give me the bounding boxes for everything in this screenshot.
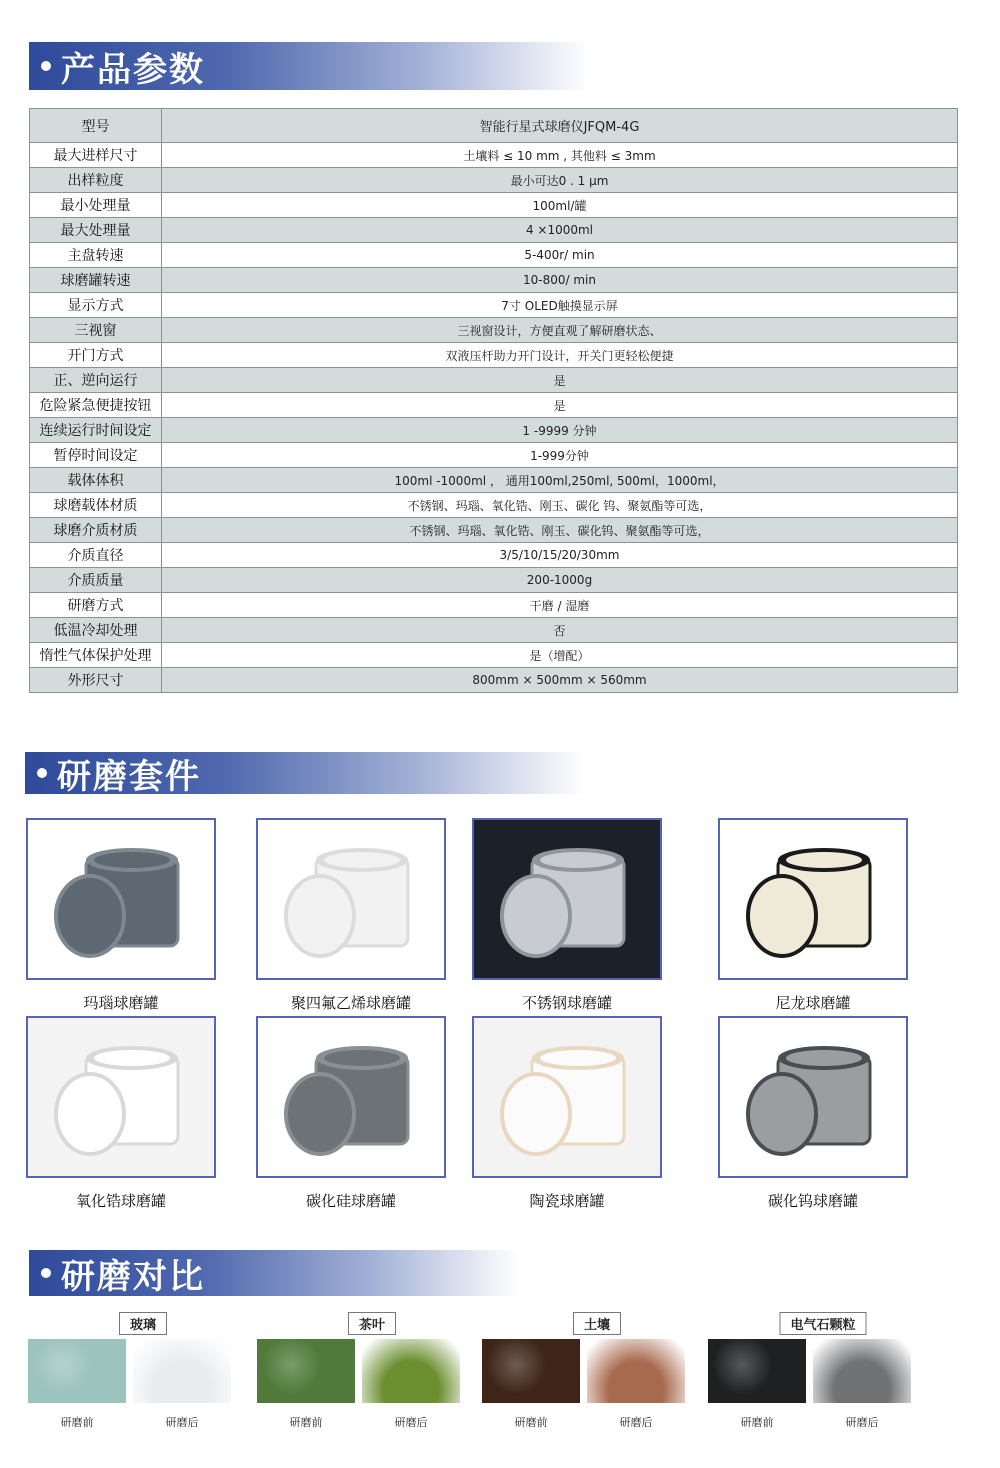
kit-card (256, 818, 446, 1013)
table-row (30, 643, 958, 668)
after-image (133, 1339, 231, 1403)
before-caption: 研磨前 (740, 1416, 774, 1429)
section-title: 研磨套件 (57, 756, 201, 797)
compare-group (708, 1312, 938, 1432)
kit-card (26, 1016, 216, 1211)
kit-card (472, 818, 662, 1013)
kit-caption: 氧化锆球磨罐 (75, 1192, 166, 1210)
table-cell-value: 200-1000g (162, 568, 958, 593)
table-row (30, 393, 958, 418)
kit-caption: 不锈钢球磨罐 (521, 994, 612, 1012)
table-cell-value: 3/5/10/15/20/30mm (162, 543, 958, 568)
nylon-jar-icon (718, 818, 908, 980)
table-cell-value: 不锈钢、玛瑙、氧化锆、刚玉、碳化 钨、聚氨酯等可选， (162, 493, 958, 518)
table-row (30, 318, 958, 343)
compare-label: 玻璃 (119, 1312, 167, 1335)
compare-group (257, 1312, 487, 1432)
stainless-jar-icon (472, 818, 662, 980)
table-row (30, 468, 958, 493)
table-cell-value: 智能行星式球磨仪JFQM-4G (162, 109, 958, 143)
kit-caption: 碳化硅球磨罐 (305, 1192, 396, 1210)
before-image (257, 1339, 355, 1403)
before-caption: 研磨前 (514, 1416, 548, 1429)
table-cell-value: 土壤料 ≤ 10 mm , 其他料 ≤ 3mm (162, 143, 958, 168)
kit-caption: 陶瓷球磨罐 (529, 1192, 605, 1210)
kit-card (256, 1016, 446, 1211)
table-cell-value: 7寸 OLED触摸显示屏 (162, 293, 958, 318)
silicon-carbide-jar-icon (256, 1016, 446, 1178)
table-cell-label: 三视窗 (30, 318, 162, 343)
table-cell-label: 最小处理量 (30, 193, 162, 218)
table-cell-value: 1 -9999 分钟 (162, 418, 958, 443)
before-caption: 研磨前 (60, 1416, 94, 1429)
table-cell-value: 是（增配） (162, 643, 958, 668)
table-row (30, 543, 958, 568)
table-cell-value: 5-400r/ min (162, 243, 958, 268)
table-cell-value: 否 (162, 618, 958, 643)
table-cell-label: 正、逆向运行 (30, 368, 162, 393)
table-cell-value: 是 (162, 368, 958, 393)
table-row (30, 368, 958, 393)
table-row (30, 343, 958, 368)
table-header-row (30, 109, 958, 143)
section-header-compare (29, 1250, 519, 1296)
compare-label: 土壤 (573, 1312, 621, 1335)
table-cell-label: 外形尺寸 (30, 668, 162, 693)
compare-label: 电气石颗粒 (779, 1312, 866, 1335)
after-image (813, 1339, 911, 1403)
compare-group (28, 1312, 258, 1432)
before-image (28, 1339, 126, 1403)
kit-caption: 聚四氟乙烯球磨罐 (290, 994, 411, 1012)
table-row (30, 293, 958, 318)
kit-card (718, 1016, 908, 1211)
table-cell-label: 危险紧急便捷按钮 (30, 393, 162, 418)
table-cell-label: 介质直径 (30, 543, 162, 568)
table-cell-label: 型号 (30, 109, 162, 143)
kit-caption: 尼龙球磨罐 (775, 994, 851, 1012)
table-row (30, 168, 958, 193)
after-image (362, 1339, 460, 1403)
table-cell-label: 显示方式 (30, 293, 162, 318)
spec-table (29, 108, 958, 693)
kit-card (472, 1016, 662, 1211)
table-row (30, 143, 958, 168)
table-cell-value: 不锈钢、玛瑙、氧化锆、刚玉、碳化钨、聚氨酯等可选， (162, 518, 958, 543)
table-cell-label: 暂停时间设定 (30, 443, 162, 468)
after-caption: 研磨后 (394, 1416, 428, 1429)
section-header-kits (25, 752, 585, 797)
before-image (482, 1339, 580, 1403)
table-row (30, 193, 958, 218)
section-title: 研磨对比 (61, 1256, 205, 1297)
table-cell-label: 主盘转速 (30, 243, 162, 268)
table-cell-value: 100ml -1000ml ， 通用100ml,250ml, 500ml，1000ml， (162, 468, 958, 493)
after-caption: 研磨后 (845, 1416, 879, 1429)
ptfe-jar-icon (256, 818, 446, 980)
compare-group (482, 1312, 712, 1432)
bullet-icon (37, 768, 47, 778)
table-row (30, 443, 958, 468)
table-row (30, 493, 958, 518)
before-image (708, 1339, 806, 1403)
table-cell-value: 最小可达0 . 1 μm (162, 168, 958, 193)
table-cell-label: 出样粒度 (30, 168, 162, 193)
table-cell-label: 研磨方式 (30, 593, 162, 618)
table-cell-label: 载体体积 (30, 468, 162, 493)
section-title: 产品参数 (61, 49, 205, 90)
compare-label: 茶叶 (348, 1312, 396, 1335)
table-cell-value: 1-999分钟 (162, 443, 958, 468)
before-caption: 研磨前 (289, 1416, 323, 1429)
table-cell-value: 10-800/ min (162, 268, 958, 293)
table-cell-label: 球磨载体材质 (30, 493, 162, 518)
table-row (30, 593, 958, 618)
table-cell-value: 干磨 / 湿磨 (162, 593, 958, 618)
kit-card (26, 818, 216, 1013)
table-cell-label: 低温冷却处理 (30, 618, 162, 643)
table-cell-label: 惰性气体保护处理 (30, 643, 162, 668)
table-row (30, 418, 958, 443)
table-row (30, 668, 958, 693)
table-row (30, 618, 958, 643)
table-cell-label: 介质质量 (30, 568, 162, 593)
table-cell-label: 开门方式 (30, 343, 162, 368)
after-caption: 研磨后 (165, 1416, 199, 1429)
table-cell-label: 球磨罐转速 (30, 268, 162, 293)
table-cell-value: 800mm × 500mm × 560mm (162, 668, 958, 693)
table-row (30, 243, 958, 268)
after-caption: 研磨后 (619, 1416, 653, 1429)
table-cell-label: 球磨介质材质 (30, 518, 162, 543)
table-row (30, 268, 958, 293)
tungsten-carbide-jar-icon (718, 1016, 908, 1178)
table-cell-label: 最大进样尺寸 (30, 143, 162, 168)
after-image (587, 1339, 685, 1403)
agate-jar-icon (26, 818, 216, 980)
table-cell-value: 4 ×1000ml (162, 218, 958, 243)
kit-caption: 碳化钨球磨罐 (767, 1192, 858, 1210)
table-row (30, 218, 958, 243)
bullet-icon (41, 1268, 51, 1278)
table-cell-label: 连续运行时间设定 (30, 418, 162, 443)
kit-caption: 玛瑙球磨罐 (83, 994, 159, 1012)
section-header-params (29, 42, 589, 90)
table-cell-value: 双液压杆助力开门设计，开关门更轻松便捷 (162, 343, 958, 368)
table-cell-label: 最大处理量 (30, 218, 162, 243)
table-cell-value: 是 (162, 393, 958, 418)
table-row (30, 568, 958, 593)
ceramic-jar-icon (472, 1016, 662, 1178)
table-cell-value: 三视窗设计，方便直观了解研磨状态、 (162, 318, 958, 343)
zirconia-jar-icon (26, 1016, 216, 1178)
table-row (30, 518, 958, 543)
table-cell-value: 100ml/罐 (162, 193, 958, 218)
bullet-icon (41, 61, 51, 71)
kit-card (718, 818, 908, 1013)
